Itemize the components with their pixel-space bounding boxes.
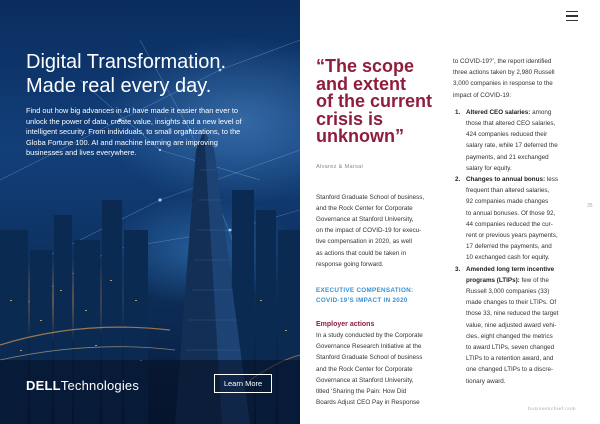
text-line <box>466 252 579 263</box>
list-item-label: programs (LTIPs): <box>466 276 520 284</box>
list-item-text: salary for equity. <box>466 164 512 172</box>
text-line <box>466 286 579 297</box>
list-item-label: Changes to annual bonus: <box>466 176 546 184</box>
page-number: 35 <box>587 203 593 209</box>
text-line <box>466 241 579 252</box>
learn-more-button[interactable]: Learn More <box>214 374 272 393</box>
text-line <box>466 118 579 129</box>
text-line <box>466 196 579 207</box>
list-item-label: Amended long term incentive <box>466 265 555 273</box>
list-item-label: Altered CEO salaries: <box>466 108 531 116</box>
list-item-text: to annual bonuses. Of those 92, <box>466 209 556 217</box>
list-item-text: 17 deferred the payments, and <box>466 243 552 251</box>
text-line: impact of COVID-19: <box>453 91 512 99</box>
article-page <box>300 0 600 424</box>
pull-quote <box>316 58 444 146</box>
text-line <box>466 219 579 230</box>
quote-source: Alvarez & Marsal <box>316 163 364 170</box>
ad-headline <box>26 50 286 98</box>
text-line <box>466 185 579 196</box>
text-line: titled ‘Sharing the Pain: How Did <box>316 387 407 395</box>
text-line: and the Rock Center for Corporate <box>316 204 413 212</box>
text-line: Boards Adjust CEO Pay in Response <box>316 399 420 407</box>
text-line: 3,000 companies in response to the <box>453 80 553 88</box>
list-item-text: rent or previous years payments, <box>466 232 558 240</box>
list-item-text: 92 companies made changes <box>466 198 549 206</box>
list-item <box>453 107 579 174</box>
article-right-column <box>453 56 579 387</box>
text-line <box>466 208 579 219</box>
list-item-text: payments, and 21 exchanged <box>466 153 549 161</box>
list-number: 1. <box>455 108 461 116</box>
pull-quote-line: crisis is <box>316 108 384 129</box>
pull-quote-line: “The scope <box>316 56 415 76</box>
text-line: Governance Research Initiative at the <box>316 343 422 351</box>
site-url: businesschief.com <box>528 407 576 412</box>
text-line: In a study conducted by the Corporate <box>316 331 423 339</box>
subheading: Employer actions <box>316 320 375 328</box>
list-item-text: few of the <box>519 276 549 284</box>
text-line: and the Rock Center for Corporate <box>316 365 413 373</box>
list-item <box>453 264 579 387</box>
text-line: to COVID-19?’, the report identified <box>453 58 552 65</box>
text-line: response going forward. <box>316 260 384 268</box>
text-line <box>466 275 579 286</box>
text-line <box>466 174 579 185</box>
section-heading-line: EXECUTIVE COMPENSATION: <box>316 286 414 294</box>
text-line <box>466 230 579 241</box>
text-line <box>466 353 579 364</box>
section-heading <box>316 286 444 306</box>
dell-logo-suffix: Technologies <box>60 378 140 393</box>
hamburger-menu-icon[interactable] <box>566 11 578 21</box>
text-line <box>466 342 579 353</box>
list-number: 2. <box>455 176 461 184</box>
pull-quote-line: unknown” <box>316 126 404 146</box>
text-line <box>466 376 579 387</box>
text-line: Governance at Stanford University, <box>316 376 414 384</box>
text-line <box>466 297 579 308</box>
list-item-text: LTIPs to a retention award, and <box>466 355 554 363</box>
text-line: tive compensation in 2020, as well <box>316 238 412 246</box>
text-line: Stanford Graduate School of business <box>316 354 423 362</box>
list-item-text: less <box>545 176 559 184</box>
text-line <box>466 129 579 140</box>
text-line <box>466 264 579 275</box>
list-item-text: 424 companies reduced their <box>466 131 548 139</box>
text-line: three actions taken by 2,980 Russell <box>453 69 555 77</box>
dell-logo-brand: DELL <box>26 378 61 393</box>
list-item-text: 10 exchanged cash for equity. <box>466 254 550 262</box>
ad-body-text: Find out how big advances in AI have made it easier than ever to unlock the power of data, create value, insights and a new level of intelligent security. From individuals, to small organizations, to the Globa Fortune 100. AI and machine learning are improving businesses and lives everywhere. <box>26 106 242 157</box>
text-line <box>466 107 579 118</box>
list-item-text: value, nine adjusted award vehi- <box>466 321 557 329</box>
text-line: on the impact of COVID-19 for execu- <box>316 227 422 235</box>
text-line: Governance at Stanford University, <box>316 215 414 223</box>
list-number: 3. <box>455 265 461 273</box>
list-item <box>453 174 579 264</box>
text-line <box>466 320 579 331</box>
ad-headline-line-1: Digital Transformation. <box>26 51 227 73</box>
study-paragraph <box>316 330 444 408</box>
text-line <box>466 364 579 375</box>
pull-quote-line: and extent <box>316 73 407 94</box>
text-line <box>466 331 579 342</box>
ad-headline-line-2: Made real every day. <box>26 75 212 97</box>
text-line <box>466 308 579 319</box>
continued-paragraph <box>453 56 579 101</box>
text-line <box>466 140 579 151</box>
list-item-text: those that altered CEO salaries, <box>466 120 556 128</box>
list-item-text: frequent than altered salaries, <box>466 187 550 195</box>
list-item-text: one changed LTIPs to a discre- <box>466 366 554 374</box>
pull-quote-line: of the current <box>316 91 433 111</box>
list-item-text: cles, eight changed the metrics <box>466 332 553 340</box>
list-item-text: salary rate, while 17 deferred the <box>466 142 558 150</box>
text-line: Stanford Graduate School of business, <box>316 193 425 201</box>
intro-paragraph <box>316 192 444 270</box>
list-item-text: Russell 3,000 companies (33) <box>466 288 550 296</box>
list-item-text: among <box>530 108 552 116</box>
list-item-text: tionary award. <box>466 377 506 385</box>
list-item-text: to award LTIPs, seven changed <box>466 344 555 352</box>
text-line <box>466 163 579 174</box>
dell-technologies-logo <box>26 378 139 393</box>
section-heading-line: COVID-19’S IMPACT IN 2020 <box>316 296 408 304</box>
article-left-column <box>316 58 444 408</box>
list-item-text: made changes to their LTIPs. Of <box>466 299 557 307</box>
actions-list <box>453 107 579 387</box>
list-item-text: 44 companies reduced the cur- <box>466 220 553 228</box>
text-line <box>466 152 579 163</box>
list-item-text: those 33, nine reduced the target <box>466 310 559 318</box>
text-line: as actions that could be taken in <box>316 249 406 257</box>
